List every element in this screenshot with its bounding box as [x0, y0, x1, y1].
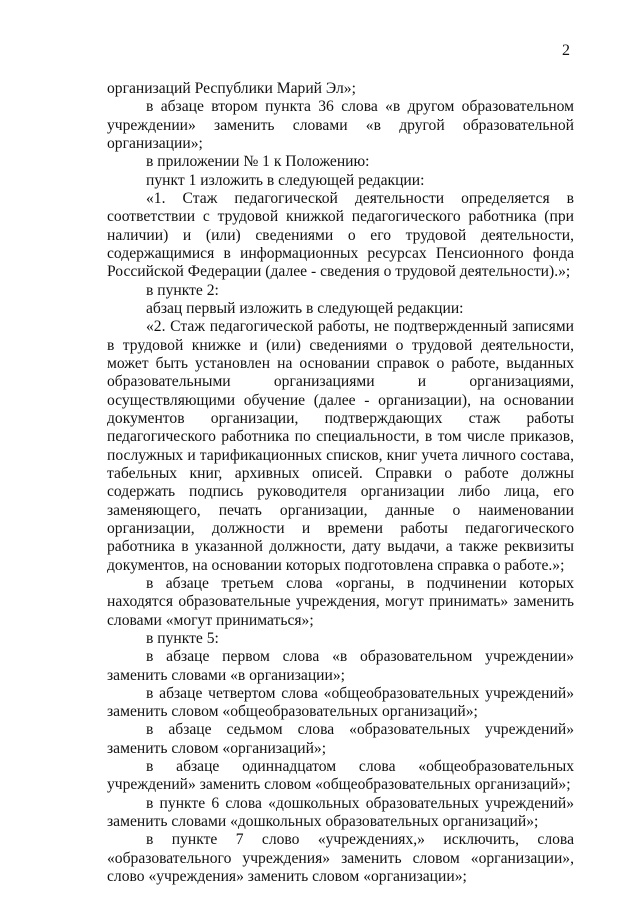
paragraph: пункт 1 изложить в следующей редакции:	[146, 171, 425, 189]
paragraph: в абзаце седьмом слова «образовательных учреждений» заменить словом «организаций»;	[107, 721, 574, 757]
paragraph: в пункте 7 слово «учреждениях,» исключить, слова «образовательного учреждения» заменить словом «организации», слово «учреждения» заменить словом «организации»;	[107, 831, 574, 886]
paragraph: в пункте 6 слова «дошкольных образовательных учреждений» заменить словами «дошкольных образовательных организаций»;	[107, 794, 574, 831]
paragraph: в абзаце третьем слова «органы, в подчинении которых находятся образовательные учреждения, могут принимать» заменить словами «могут приниматься»;	[107, 574, 574, 629]
paragraph: абзац первый изложить в следующей редакции:	[146, 299, 464, 317]
paragraph: в абзаце первом слова «в образовательном учреждении» заменить словами «в организации»;	[107, 648, 574, 684]
paragraph: в пункте 2:	[146, 281, 219, 299]
paragraph: в абзаце одиннадцатом слова «общеобразовательных учреждений» заменить словом «общеобразовательных организаций»;	[107, 758, 574, 794]
paragraph: «1. Стаж педагогической деятельности определяется в соответствии с трудовой книжкой педагогического работника (при наличии) и (или) сведениями о его трудовой деятельности, содержащимися в информационных ресурсах Пенсионного фонда Российской Федерации (далее - сведения о трудовой деятельности).»;	[107, 189, 574, 281]
document-body	[107, 80, 574, 886]
paragraph: в абзаце четвертом слова «общеобразовательных учреждений» заменить словом «общеобразовательных организаций»;	[107, 684, 574, 721]
paragraph: в пункте 5:	[146, 629, 219, 647]
paragraph: в абзаце втором пункта 36 слова «в другом образовательном учреждении» заменить словами «в другой образовательной организации»;	[107, 98, 574, 152]
page-number: 2	[562, 42, 570, 59]
paragraph: «2. Стаж педагогической работы, не подтвержденный записями в трудовой книжке и (или) сведениями о трудовой деятельности, может быть установлен на основании справок о работе, выданных образовательными организациями и организациями, осуществляющими обучение (далее - организации), на основании документов организации, подтверждающих стаж работы педагогического работника по специальности, в том числе приказов, послужных и тарификационных списков, книг учета личного состава, табельных книг, архивных описей. Справки о работе должны содержать подпись руководителя организации либо лица, его заменяющего, печать организации, данные о наименовании организации, должности и времени работы педагогического работника в указанной должности, дату выдачи, а также реквизиты документов, на основании которых подготовлена справка о работе.»;	[107, 318, 574, 574]
paragraph: организаций Республики Марий Эл»;	[107, 80, 356, 97]
paragraph: в приложении № 1 к Положению:	[146, 153, 370, 171]
